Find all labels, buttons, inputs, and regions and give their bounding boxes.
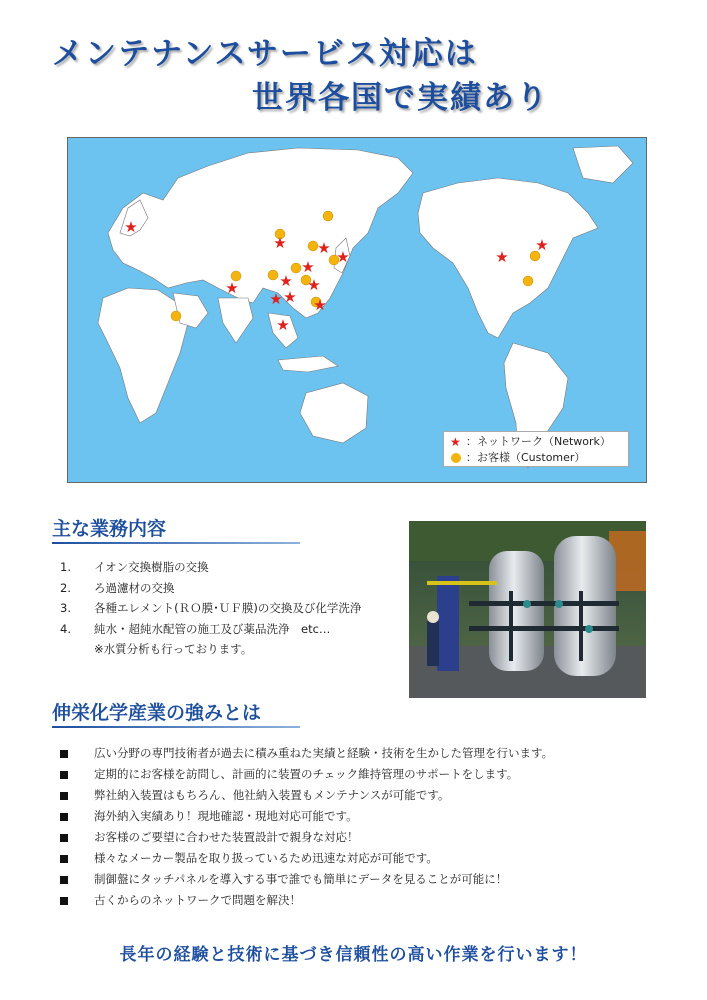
list-item: 1. イオン交換樹脂の交換 <box>60 560 209 574</box>
page-title-line2: 世界各国で実績あり <box>252 80 549 116</box>
bullet-icon <box>60 876 68 884</box>
svg-text:★: ★ <box>279 272 293 290</box>
svg-text:★: ★ <box>307 276 321 294</box>
svg-text:★: ★ <box>495 248 509 266</box>
svg-text:★: ★ <box>283 288 297 306</box>
bullet-icon <box>60 855 68 863</box>
star-icon: ★ <box>450 435 461 449</box>
list-item: 海外納入実績あり！現地確認・現地対応可能です。 <box>60 806 553 827</box>
water-treatment-equipment-image <box>409 521 646 698</box>
bullet-icon <box>60 834 68 842</box>
business-note: ※水質分析も行っております。 <box>94 642 253 656</box>
list-item: 弊社納入装置はもちろん、他社納入装置もメンテナンスが可能です。 <box>60 785 553 806</box>
svg-text:★: ★ <box>269 290 283 308</box>
dot-icon <box>451 453 461 463</box>
bullet-icon <box>60 792 68 800</box>
business-list <box>60 557 361 660</box>
list-item: 古くからのネットワークで問題を解決！ <box>60 890 553 911</box>
list-item: お客様のご要望に合わせた装置設計で親身な対応！ <box>60 827 553 848</box>
svg-text:★: ★ <box>301 258 315 276</box>
strengths-heading: 伸栄化学産業の強みとは <box>52 698 261 725</box>
page-title-line1: メンテナンスサービス対応は <box>52 36 478 72</box>
svg-text:★: ★ <box>317 239 331 257</box>
list-item: 定期的にお客様を訪問し、計画的に装置のチェック維持管理のサポートをします。 <box>60 764 553 785</box>
bullet-icon <box>60 750 68 758</box>
legend-network: ：ネットワーク（Network） <box>466 435 611 448</box>
list-item: 様々なメーカー製品を取り扱っているため迅速な対応が可能です。 <box>60 848 553 869</box>
legend-customer: ：お客様（Customer） <box>466 451 586 464</box>
map-legend <box>443 431 629 467</box>
equipment-photo <box>409 521 646 698</box>
bullet-icon <box>60 897 68 905</box>
list-item: 制御盤にタッチパネルを導入する事で誰でも簡単にデータを見ることが可能に！ <box>60 869 553 890</box>
list-item: 2. ろ過濾材の交換 <box>60 580 175 595</box>
footer-message: 長年の経験と技術に基づき信頼性の高い作業を行います！ <box>119 945 588 965</box>
list-item: 広い分野の専門技術者が過去に積み重ねた実績と経験・技術を生かした管理を行います。 <box>60 743 553 764</box>
list-item: 4. 純水・超純水配管の施工及び薬品洗浄 etc… <box>60 621 331 636</box>
business-heading: 主な業務内容 <box>52 514 166 541</box>
svg-text:★: ★ <box>124 218 138 236</box>
world-map <box>67 137 647 483</box>
svg-text:★: ★ <box>313 296 327 314</box>
list-item: 3. 各種エレメント(ＲＯ膜･ＵＦ膜)の交換及び化学洗浄 <box>60 601 362 615</box>
svg-text:★: ★ <box>276 316 290 334</box>
bullet-icon <box>60 813 68 821</box>
svg-text:★: ★ <box>336 248 350 266</box>
svg-text:★: ★ <box>273 234 287 252</box>
svg-text:★: ★ <box>535 236 549 254</box>
strengths-list <box>60 743 553 911</box>
bullet-icon <box>60 771 68 779</box>
svg-text:★: ★ <box>225 279 239 297</box>
